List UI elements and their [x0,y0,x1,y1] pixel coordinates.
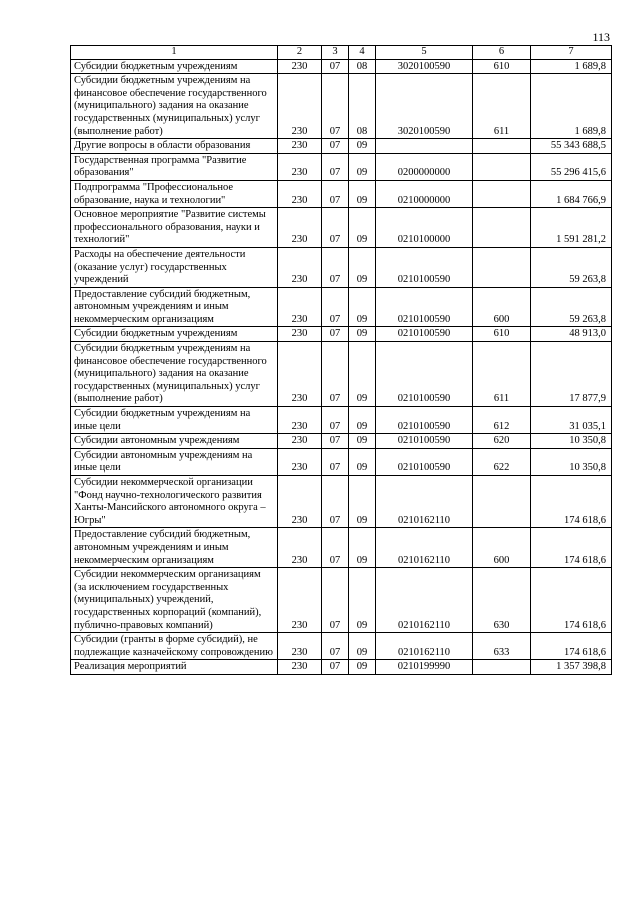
cell-target-article: 0210100590 [376,434,473,449]
table-row [71,476,612,528]
cell-section: 07 [322,633,349,660]
row-name: Расходы на обеспечение деятельности (оказание услуг) государственных учреждений [71,247,278,287]
cell-subsection: 09 [349,633,376,660]
cell-section: 07 [322,448,349,475]
cell-subsection: 09 [349,476,376,528]
cell-amount: 174 618,6 [531,528,612,568]
cell-expense-type [473,139,531,154]
row-name: Предоставление субсидий бюджетным, автономным учреждениям и иным некоммерческим организациям [71,287,278,327]
row-name: Субсидии бюджетным учреждениям [71,59,278,74]
cell-expense-type [473,247,531,287]
row-name: Государственная программа "Развитие образования" [71,153,278,180]
cell-subsection: 08 [349,74,376,139]
cell-target-article: 0200000000 [376,153,473,180]
cell-expense-type: 611 [473,342,531,407]
cell-chapter: 230 [278,153,322,180]
cell-target-article: 0210100590 [376,287,473,327]
row-name: Субсидии (гранты в форме субсидий), не подлежащие казначейскому сопровождению [71,633,278,660]
cell-section: 07 [322,528,349,568]
cell-chapter: 230 [278,528,322,568]
cell-section: 07 [322,407,349,434]
row-name: Подпрограмма "Профессиональное образование, наука и технологии" [71,180,278,207]
cell-target-article: 0210162110 [376,476,473,528]
cell-amount: 55 343 688,5 [531,139,612,154]
cell-target-article: 0210199990 [376,660,473,675]
table-row [71,208,612,248]
cell-target-article: 0210100590 [376,448,473,475]
column-header: 1 [71,46,278,60]
cell-target-article: 0210162110 [376,633,473,660]
table-row [71,287,612,327]
header-row [71,46,612,60]
cell-chapter: 230 [278,568,322,633]
column-header: 3 [322,46,349,60]
cell-target-article: 0210100590 [376,327,473,342]
cell-subsection: 09 [349,528,376,568]
table-row [71,327,612,342]
row-name: Субсидии бюджетным учреждениям на финансовое обеспечение государственного (муниципального) задания на оказание государственных (муниципальных) услуг (выполнение работ) [71,74,278,139]
cell-expense-type [473,180,531,207]
cell-expense-type [473,660,531,675]
cell-subsection: 09 [349,287,376,327]
cell-target-article: 3020100590 [376,74,473,139]
cell-expense-type: 611 [473,74,531,139]
cell-expense-type: 630 [473,568,531,633]
budget-table [70,45,612,675]
cell-section: 07 [322,434,349,449]
cell-target-article [376,139,473,154]
table-row [71,74,612,139]
table-row [71,153,612,180]
cell-expense-type: 620 [473,434,531,449]
cell-chapter: 230 [278,180,322,207]
cell-expense-type [473,208,531,248]
cell-section: 07 [322,139,349,154]
cell-section: 07 [322,342,349,407]
cell-amount: 59 263,8 [531,247,612,287]
table-row [71,407,612,434]
cell-chapter: 230 [278,287,322,327]
cell-target-article: 0210000000 [376,180,473,207]
cell-amount: 1 689,8 [531,74,612,139]
cell-section: 07 [322,247,349,287]
cell-amount: 55 296 415,6 [531,153,612,180]
cell-section: 07 [322,180,349,207]
cell-section: 07 [322,59,349,74]
cell-subsection: 09 [349,434,376,449]
table-row [71,633,612,660]
cell-chapter: 230 [278,247,322,287]
table-row [71,568,612,633]
cell-subsection: 09 [349,153,376,180]
cell-target-article: 0210100590 [376,407,473,434]
cell-section: 07 [322,74,349,139]
cell-subsection: 09 [349,568,376,633]
cell-chapter: 230 [278,74,322,139]
cell-amount: 31 035,1 [531,407,612,434]
cell-expense-type: 612 [473,407,531,434]
cell-target-article: 3020100590 [376,59,473,74]
cell-section: 07 [322,568,349,633]
cell-amount: 1 357 398,8 [531,660,612,675]
cell-subsection: 09 [349,660,376,675]
cell-section: 07 [322,327,349,342]
cell-section: 07 [322,208,349,248]
row-name: Субсидии бюджетным учреждениям [71,327,278,342]
cell-chapter: 230 [278,407,322,434]
row-name: Субсидии автономным учреждениям [71,434,278,449]
cell-target-article: 0210100000 [376,208,473,248]
cell-chapter: 230 [278,139,322,154]
row-name: Субсидии автономным учреждениям на иные цели [71,448,278,475]
row-name: Реализация мероприятий [71,660,278,675]
page-number: 113 [592,30,610,44]
table-row [71,139,612,154]
cell-amount: 174 618,6 [531,633,612,660]
table-row [71,660,612,675]
cell-expense-type [473,476,531,528]
column-header: 4 [349,46,376,60]
cell-expense-type: 610 [473,59,531,74]
cell-amount: 48 913,0 [531,327,612,342]
cell-target-article: 0210162110 [376,528,473,568]
cell-chapter: 230 [278,448,322,475]
cell-amount: 59 263,8 [531,287,612,327]
cell-chapter: 230 [278,59,322,74]
table-row [71,180,612,207]
column-header: 5 [376,46,473,60]
table-row [71,59,612,74]
cell-expense-type: 622 [473,448,531,475]
cell-chapter: 230 [278,660,322,675]
cell-target-article: 0210162110 [376,568,473,633]
cell-amount: 1 591 281,2 [531,208,612,248]
cell-expense-type: 633 [473,633,531,660]
row-name: Субсидии бюджетным учреждениям на финансовое обеспечение государственного (муниципального) задания на оказание государственных (муниципальных) услуг (выполнение работ) [71,342,278,407]
row-name: Субсидии некоммерческим организациям (за исключением государственных (муниципальных) учреждений, государственных корпораций (компаний), публично-правовых компаний) [71,568,278,633]
cell-subsection: 09 [349,180,376,207]
cell-subsection: 09 [349,448,376,475]
cell-subsection: 08 [349,59,376,74]
row-name: Субсидии некоммерческой организации "Фонд научно-технологического развития Ханты-Мансийского автономного округа – Югры" [71,476,278,528]
cell-subsection: 09 [349,139,376,154]
column-header: 7 [531,46,612,60]
cell-amount: 1 689,8 [531,59,612,74]
cell-section: 07 [322,476,349,528]
cell-amount: 1 684 766,9 [531,180,612,207]
row-name: Субсидии бюджетным учреждениям на иные цели [71,407,278,434]
cell-expense-type: 600 [473,287,531,327]
cell-chapter: 230 [278,476,322,528]
table-row [71,342,612,407]
cell-chapter: 230 [278,434,322,449]
cell-chapter: 230 [278,208,322,248]
cell-expense-type [473,153,531,180]
cell-subsection: 09 [349,247,376,287]
table-row [71,434,612,449]
cell-target-article: 0210100590 [376,247,473,287]
cell-chapter: 230 [278,327,322,342]
cell-subsection: 09 [349,327,376,342]
cell-section: 07 [322,287,349,327]
cell-amount: 17 877,9 [531,342,612,407]
cell-subsection: 09 [349,407,376,434]
cell-expense-type: 610 [473,327,531,342]
column-header: 6 [473,46,531,60]
cell-target-article: 0210100590 [376,342,473,407]
cell-amount: 174 618,6 [531,476,612,528]
cell-subsection: 09 [349,208,376,248]
cell-expense-type: 600 [473,528,531,568]
column-header: 2 [278,46,322,60]
table-row [71,448,612,475]
cell-amount: 10 350,8 [531,448,612,475]
table-row [71,528,612,568]
row-name: Предоставление субсидий бюджетным, автономным учреждениям и иным некоммерческим организациям [71,528,278,568]
cell-chapter: 230 [278,633,322,660]
cell-amount: 174 618,6 [531,568,612,633]
cell-amount: 10 350,8 [531,434,612,449]
row-name: Другие вопросы в области образования [71,139,278,154]
cell-section: 07 [322,660,349,675]
cell-subsection: 09 [349,342,376,407]
row-name: Основное мероприятие "Развитие системы профессионального образования, науки и технологий" [71,208,278,248]
table-row [71,247,612,287]
cell-section: 07 [322,153,349,180]
cell-chapter: 230 [278,342,322,407]
